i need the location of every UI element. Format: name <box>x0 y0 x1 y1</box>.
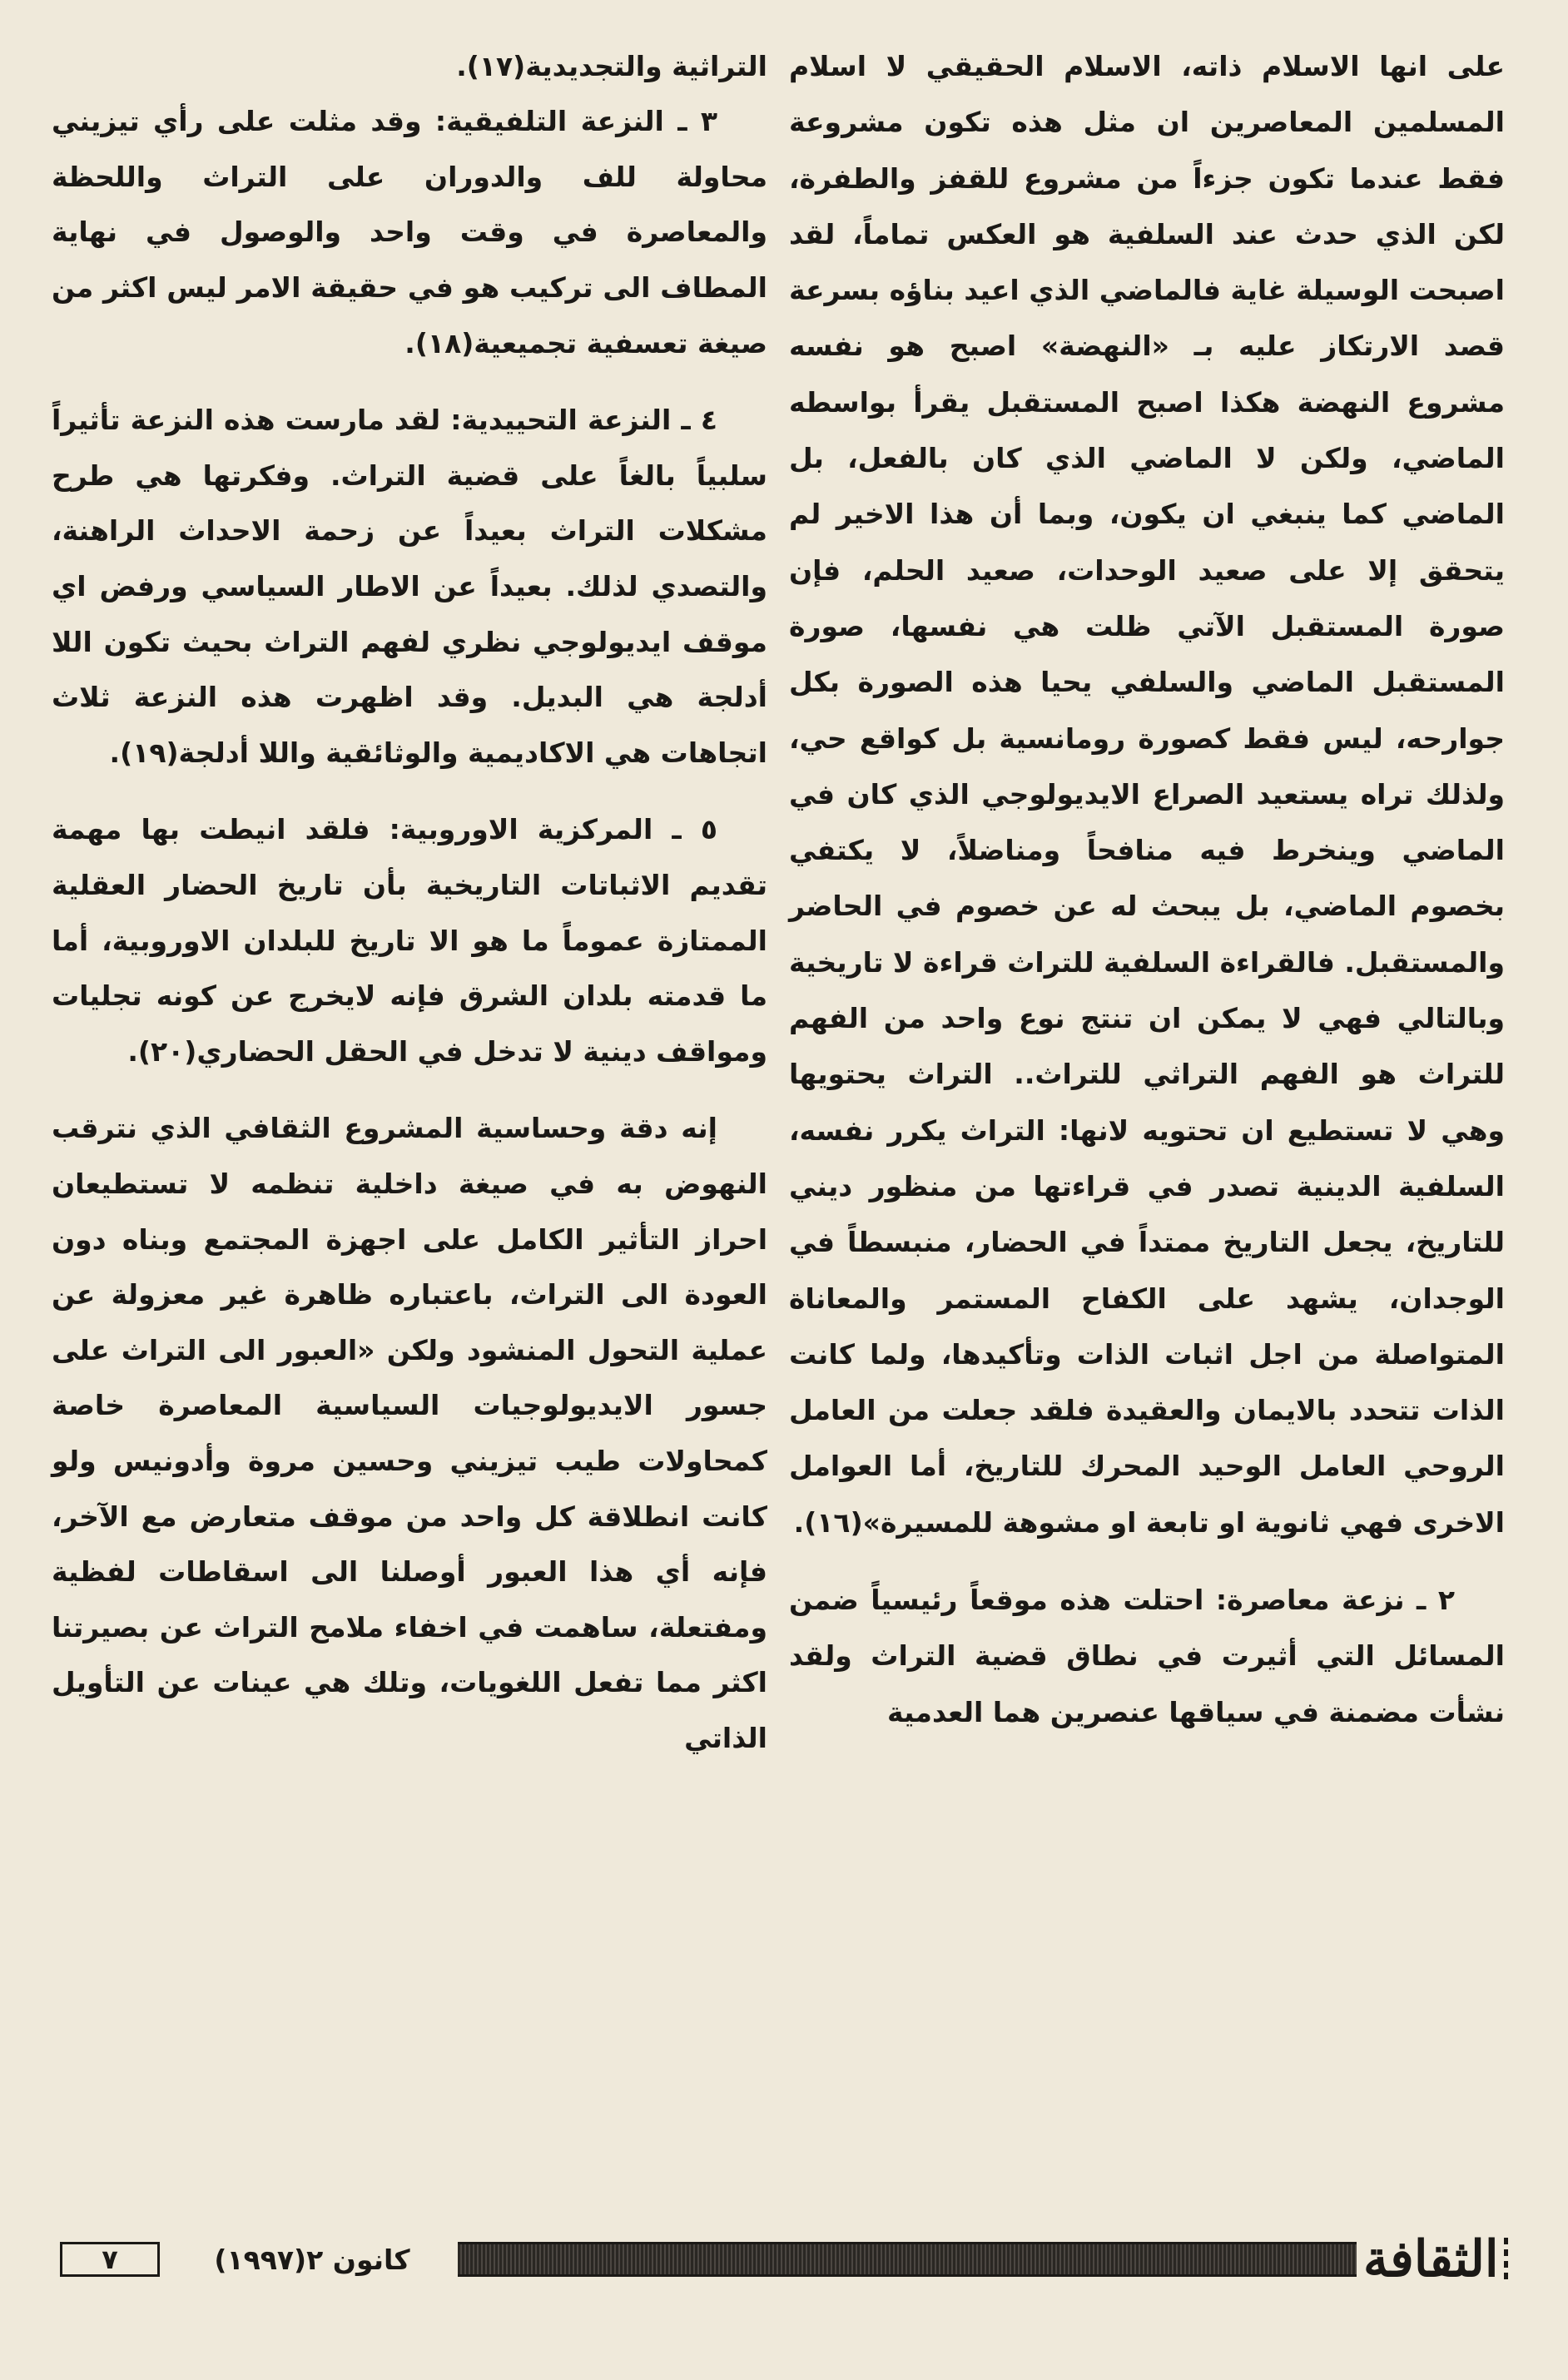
issue-date: كانون ٢(١٩٩٧) <box>214 2243 410 2276</box>
right-column <box>789 38 1505 1740</box>
paragraph-eclectic-tendency: ٣ ـ النزعة التلفيقية: وقد مثلت على رأي تيزيني محاولة للف والدوران على التراث واللحظة والمعاصرة في وقت واحد والوصول في نهاية المطاف الى تركيب هو في حقيقة الامر ليس اكثر من صيغة تعسفية تجميعية(١٨). <box>52 105 767 359</box>
paragraph-cultural-project: إنه دقة وحساسية المشروع الثقافي الذي نترقب النهوض به في صيغة داخلية تنظمه لا تستطيعان احراز التأثير الكامل على اجهزة المجتمع وبناه دون العودة الى التراث، باعتباره ظاهرة غير معزولة عن عملية التحول المنشود ولكن «العبور الى التراث على جسور الايديولوجيات السياسية المعاصرة خاصة كمحاولات طيب تيزيني وحسين مروة وأدونيس ولو كانت انطلاقة كل واحد من موقف متعارض مع الآخر، فإنه أي هذا العبور أوصلنا الى اسقاطات لفظية ومفتعلة، ساهمت في اخفاء ملامح التراث عن بصيرتنا اكثر مما تفعل اللغويات، وتلك هي عينات عن التأويل الذاتي <box>52 1112 767 1754</box>
paragraph-continuation: التراثية والتجديدية(١٧). <box>456 50 767 82</box>
page-footer <box>60 2232 1508 2298</box>
paragraph-eurocentrism: ٥ ـ المركزية الاوروبية: فلقد انيطت بها مهمة تقديم الاثباتات التاريخية بأن تاريخ الحضار العقلية الممتازة عموماً ما هو الا تاريخ للبلدان الاوروبية، أما ما قدمته بلدان الشرق فإنه لايخرج عن كونه تجليات ومواقف دينية لا تدخل في الحقل الحضاري(٢٠). <box>52 813 767 1068</box>
page-number: ٧ <box>60 2242 160 2277</box>
paragraph-contemporary-tendency: ٢ ـ نزعة معاصرة: احتلت هذه موقعاً رئيسياً ضمن المسائل التي أثيرت في نطاق قضية التراث ولقد نشأت مضمنة في سياقها عنصرين هما العدمية <box>789 1584 1505 1728</box>
left-column <box>52 38 767 1767</box>
paragraph-neutralizing-tendency: ٤ ـ النزعة التحييدية: لقد مارست هذه النزعة تأثيراً سلبياً بالغاً على قضية التراث. وفكرتها هي طرح مشكلات التراث بعيداً عن زحمة الاحداث الراهنة، والتصدي لذلك. بعيداً عن الاطار السياسي ورفض اي موقف ايديولوجي نظري لفهم التراث بحيث تكون اللا أدلجة هي البديل. وقد اظهرت هذه النزعة ثلاث اتجاهات هي الاكاديمية والوثائقية واللا أدلجة(١٩). <box>52 404 767 769</box>
footer-decorative-bar <box>458 2242 1357 2277</box>
magazine-logo-text: الثقافة <box>1363 2230 1499 2288</box>
magazine-logo <box>1363 2229 1508 2290</box>
paragraph-salafiya-reading: على انها الاسلام ذاته، الاسلام الحقيقي لا اسلام المسلمين المعاصرين ان مثل هذه تكون مشروعة فقط عندما تكون جزءاً من مشروع للقفز والطفرة، لكن الذي حدث عند السلفية هو العكس تماماً، لقد اصبحت الوسيلة غاية فالماضي الذي اعيد بناؤه بسرعة قصد الارتكاز عليه بـ «النهضة» اصبح هو نفسه مشروع النهضة هكذا اصبح المستقبل يقرأ بواسطه الماضي، ولكن لا الماضي الذي كان بالفعل، بل الماضي كما ينبغي ان يكون، وبما أن هذا الاخير لم يتحقق إلا على صعيد الوحدات، صعيد الحلم، فإن صورة المستقبل الآتي ظلت هي نفسها، صورة المستقبل الماضي والسلفي يحيا هذه الصورة بكل جوارحه، ليس فقط كصورة رومانسية بل كواقع حي، ولذلك تراه يستعيد الصراع الايديولوجي الذي كان في الماضي وينخرط فيه منافحاً ومناضلاً، لا يكتفي بخصوم الماضي، بل يبحث له عن خصوم في الحاضر والمستقبل. فالقراءة السلفية للتراث قراءة لا تاريخية وبالتالي فهي لا يمكن ان تنتج نوع واحد من الفهم للتراث هو الفهم التراثي للتراث.. التراث يحتويها وهي لا تستطيع ان تحتويه لانها: التراث يكرر نفسه، السلفية الدينية تصدر في قراءتها من منظور ديني للتاريخ، يجعل التاريخ ممتداً في الحضار، منبسطاً في الوجدان، يشهد على الكفاح المستمر والمعاناة المتواصلة من اجل اثبات الذات وتأكيدها، ولما كانت الذات تتحدد بالايمان والعقيدة فلقد جعلت من العامل الروحي العامل الوحيد المحرك للتاريخ، أما العوامل الاخرى فهي ثانوية او تابعة او مشوهة للمسيرة»(١٦). <box>789 50 1505 1539</box>
logo-stripes-icon <box>1504 2238 1508 2281</box>
